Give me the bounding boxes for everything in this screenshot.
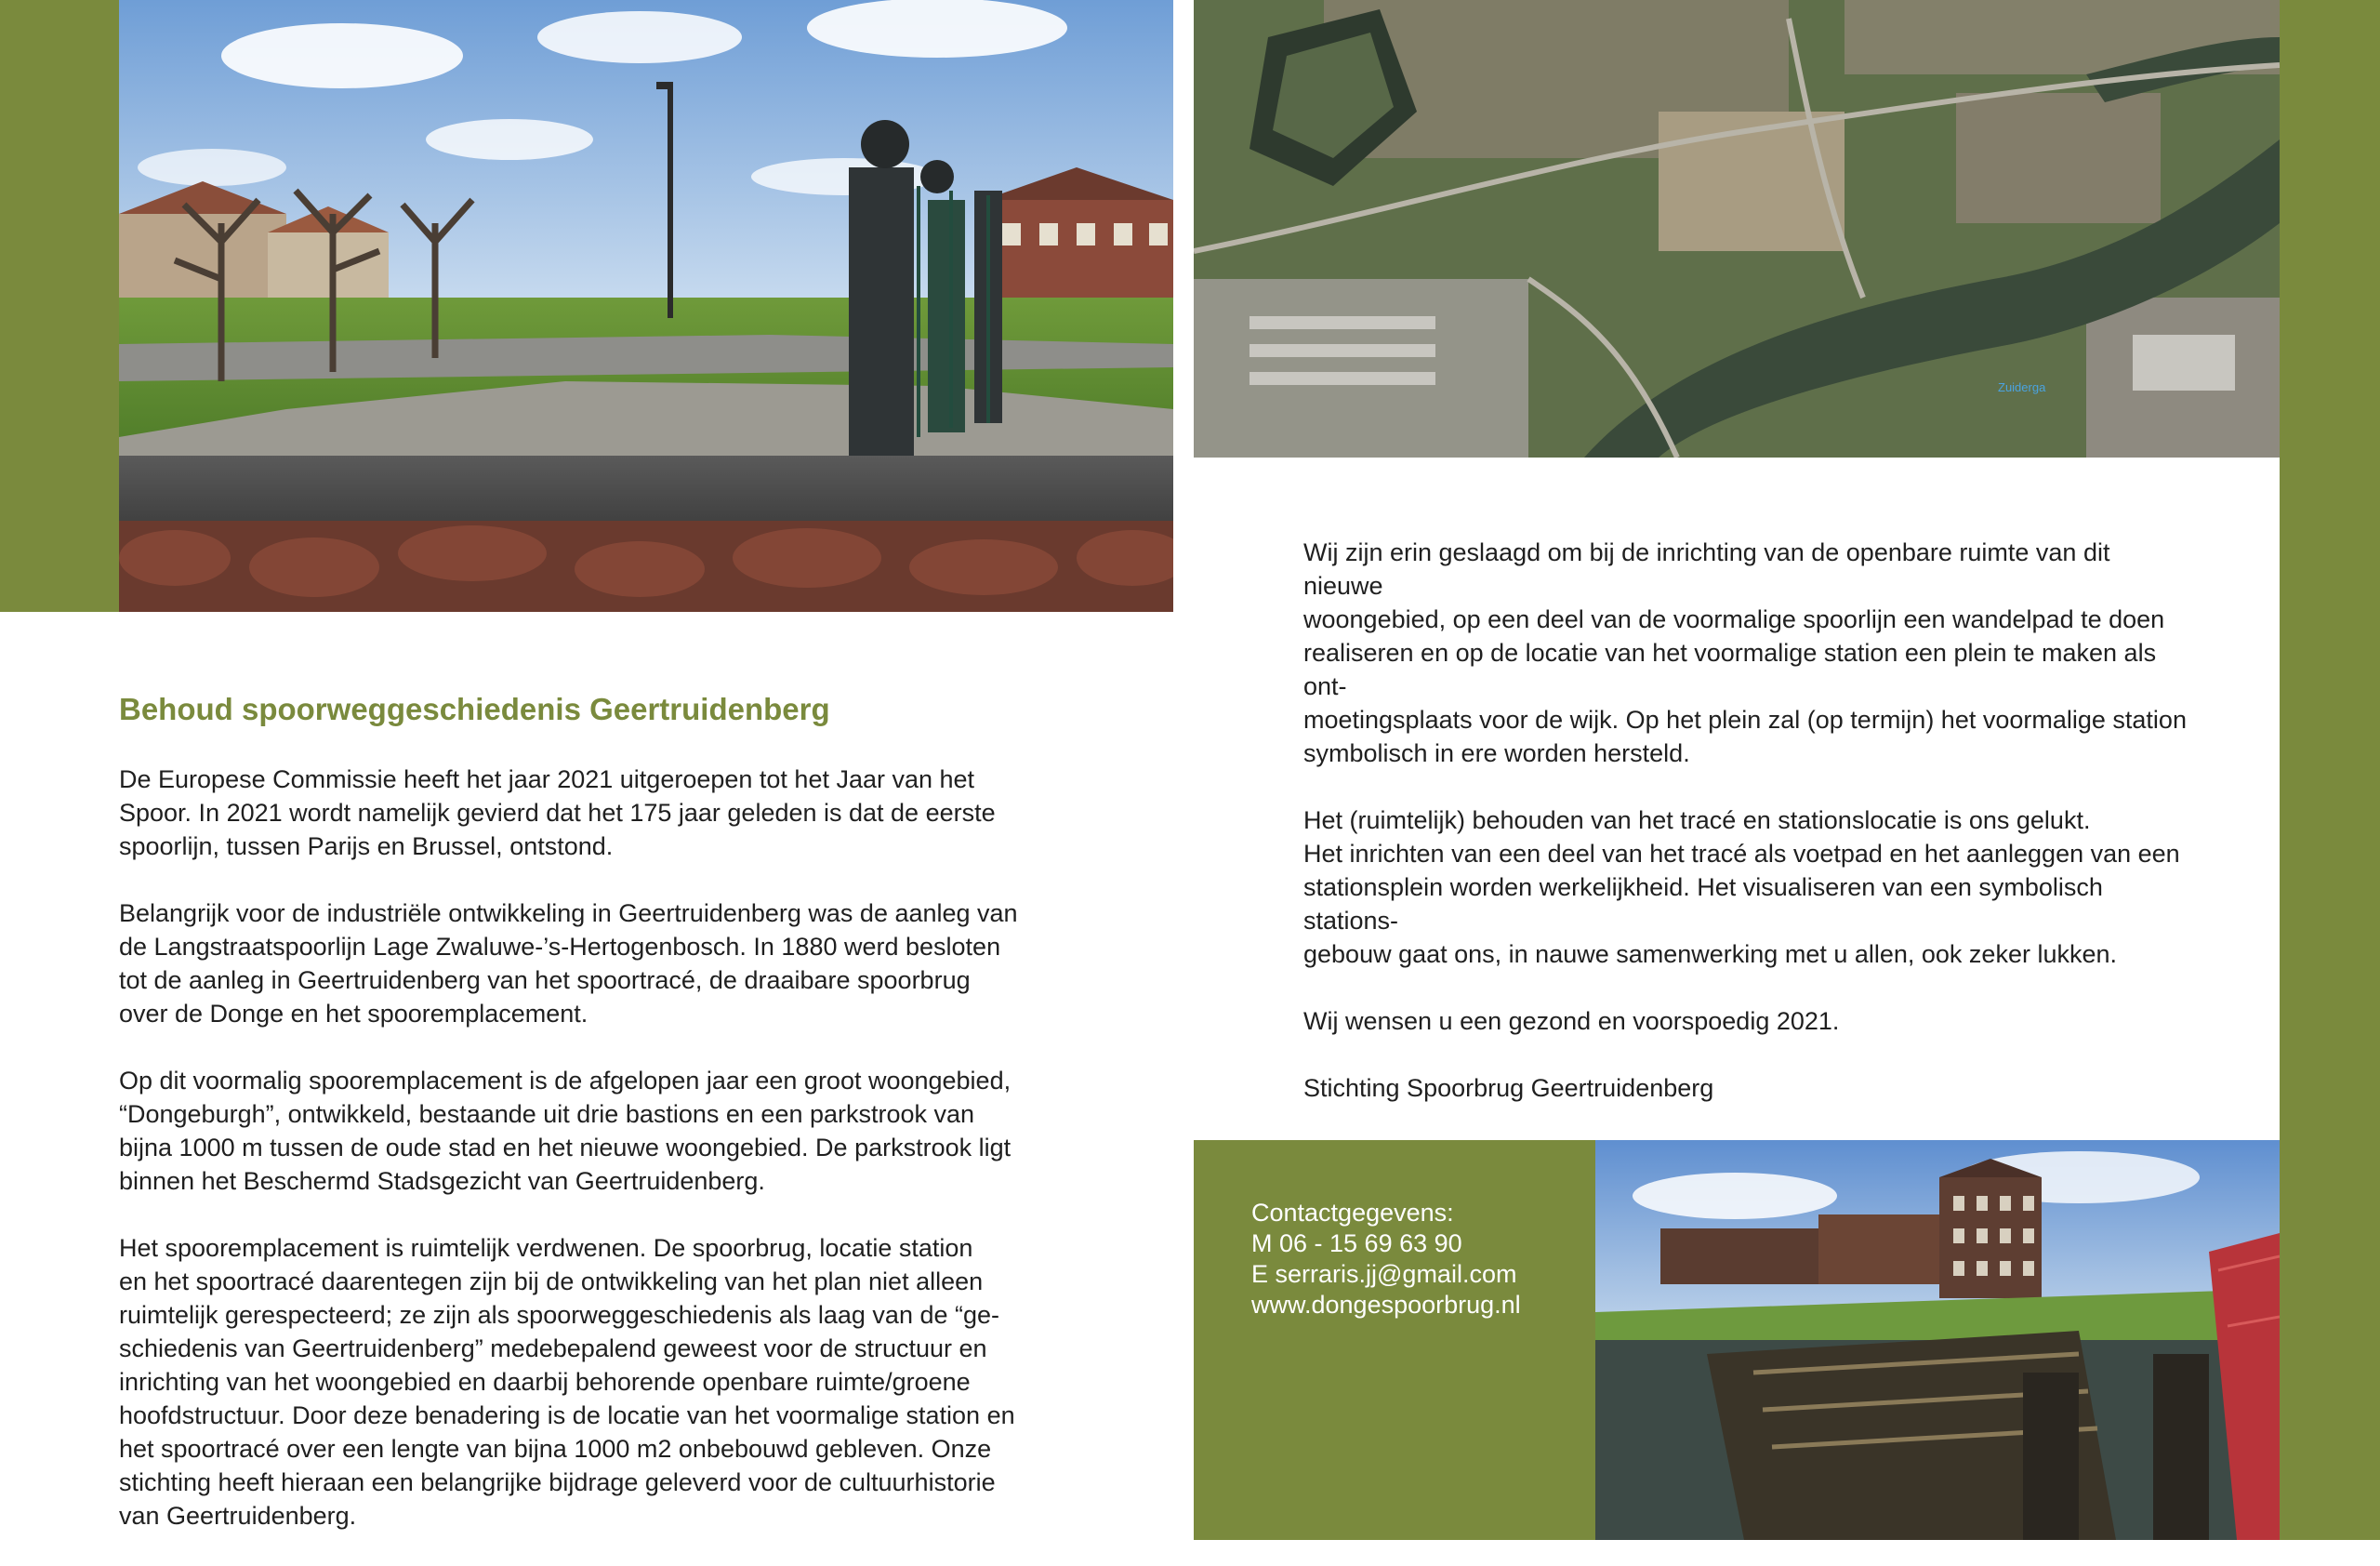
article-title: Behoud spoorweggeschiedenis Geertruidenberg [119,692,830,726]
contact-phone[interactable]: M 06 - 15 69 63 90 [1251,1229,1462,1257]
spoorbrug-harbour-photo [1595,1140,2280,1540]
paragraph-langstraatspoorlijn: Belangrijk voor de industriële ontwikkeling in Geertruidenberg was de aanleg van de Langstraatspoorlijn Lage Zwaluwe-’s-Hertogenbosch. In 1880 werd besloten tot de aanleg in Geertruidenberg van het spoortracé, de draaibare spoorbrug over de Donge en het spooremplacement. [119,899,1018,1028]
paragraph-spooremplacement: Het spooremplacement is ruimtelijk verdwenen. De spoorbrug, locatie station en het spoortracé daarentegen zijn bij de ontwikkeling van het plan niet alleen ruimtelijk gerespecteerd; ze zijn als spoorweggeschiedenis als laag van de “ge- schiedenis van Geertruidenberg” medebepalend geweest voor de structuur en inrichting van het woongebied en daarbij behorende openbare ruimte/groene hoofdstructuur. Door deze benadering is de locatie van het voormalige station en het spoortracé over een lengte van bijna 1000 m2 onbebouwd gebleven. Onze stichting heeft hieraan een belangrijke bijdrage geleverd voor de cultuurhistorie van Geertruidenberg. [119,1234,1015,1530]
contact-website[interactable]: www.dongespoorbrug.nl [1251,1291,1521,1319]
paragraph-jaar-van-het-spoor: De Europese Commissie heeft het jaar 2021 uitgeroepen tot het Jaar van het Spoor. In 2021 wordt namelijk gevierd dat het 175 jaar geleden is dat de eerste spoorlijn, tussen Parijs en Brussel, ontstond. [119,765,996,860]
aerial-map-photo [1194,0,2280,458]
contact-heading: Contactgegevens: [1251,1199,1454,1227]
right-green-band [2280,0,2380,1540]
paragraph-stichting: Stichting Spoorbrug Geertruidenberg [1303,1074,1714,1102]
park-monument-photo [119,0,1173,612]
right-column-text [1303,536,2196,1239]
paragraph-wandelpad: Wij zijn erin geslaagd om bij de inrichting van de openbare ruimte van dit nieuwe woongebied, op een deel van de voormalige spoorlijn een wandelpad te doen realiseren en op de locatie van het voormalige station een plein te maken als ont- moetingsplaats voor de wijk. Op het plein zal (op termijn) het voormalige station symbolisch in ere worden hersteld. [1303,538,2187,767]
paragraph-trace-behouden: Het (ruimtelijk) behouden van het tracé en stationslocatie is ons gelukt. Het inrichten van een deel van het tracé als voetpad en het aanleggen van een stationsplein worden werkelijkheid. Het visualiseren van een symbolisch stations- gebouw gaat ons, in nauwe samenwerking met u allen, ook zeker lukken. [1303,806,2180,968]
paragraph-dongeburgh: Op dit voormalig spooremplacement is de afgelopen jaar een groot woongebied, “Dongeburgh”, ontwikkeld, bestaande uit drie bastions en een parkstrook van bijna 1000 m tussen de oude stad en het nieuwe woongebied. De parkstrook ligt binnen het Beschermd Stadsgezicht van Geertruidenberg. [119,1067,1012,1195]
left-green-band [0,0,119,612]
contact-email[interactable]: E serraris.jj@gmail.com [1251,1260,1517,1288]
paragraph-wens: Wij wensen u een gezond en voorspoedig 2021. [1303,1007,1840,1035]
map-label-zuiderga: Zuiderga [1998,380,2046,394]
contact-details [1251,1198,1567,1320]
left-column-text [119,763,1067,1566]
